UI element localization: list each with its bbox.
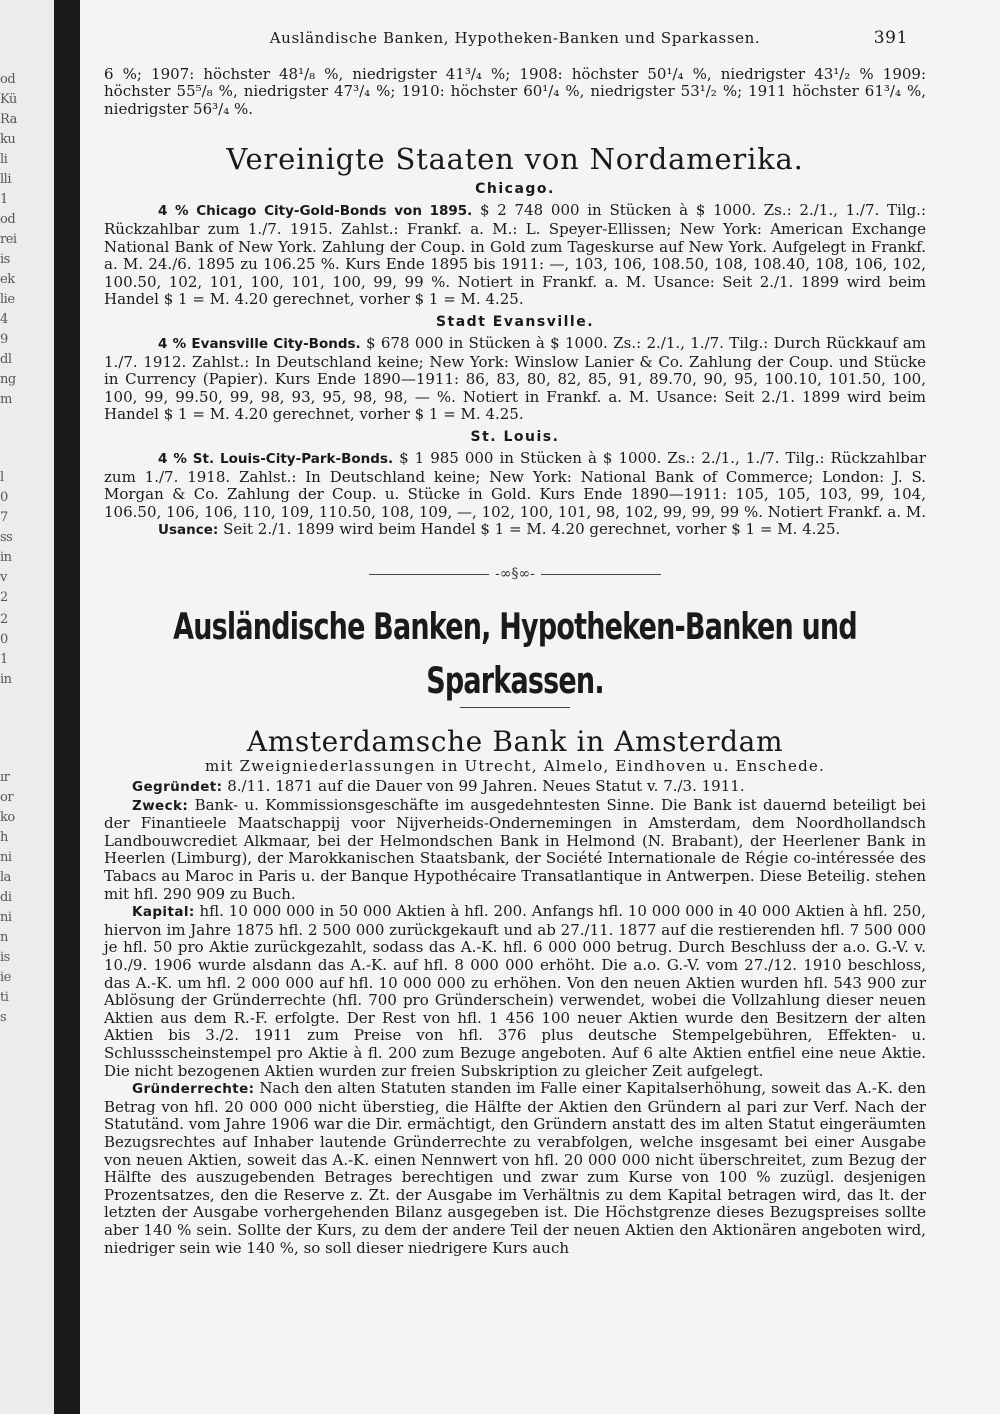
margin-fragment: or — [0, 790, 14, 805]
margin-fragment: 7 — [0, 510, 8, 525]
margin-fragment: ti — [0, 990, 9, 1005]
margin-fragment: in — [0, 672, 12, 687]
paragraph-text: Nach den alten Statuten standen im Falle einer Kapitalserhöhung, soweit das A.-K. den Betrag von hfl. 20 000 000 nicht überstieg, die Hälfte der Aktien den Gründern al pari zur Verf. Nach der Statutänd. vom Jahre 1906 war die Dir. ermächtigt, den Gründern anstatt des im alten Statut eingeräumten Bezugsrechtes auf Inhaber lautende Gründerrechte zu verabfolgen, welche insgesamt bei einer Ausgabe von neuen Aktien, soweit das A.-K. einen Nennwert von hfl. 20 000 000 nicht überschreitet, zum Bezug der Hälfte des auszugebenden Betrages berechtigen und zwar zum Kurse von 100 % zuzügl. desjenigen Prozentsatzes, den die Reserve z. Zt. der Ausgabe im Verhältnis zu dem Kapital betragen wird, das lt. der letzten der Ausgabe vorhergehenden Bilanz ausgegeben ist. Die Höchstgrenze dieses Bezugspreises sollte aber 140 % sein. Sollte der Kurs, zu dem der andere Teil der neuen Aktien den Aktionären angeboten wird, niedriger sein wie 140 %, so soll dieser niedrigere Kurs auch — [104, 1079, 926, 1257]
margin-fragment: ng — [0, 372, 16, 387]
paragraph-text: hfl. 10 000 000 in 50 000 Aktien à hfl. 200. Anfangs hfl. 10 000 000 in 40 000 Aktien à hfl. 250, hiervon im Jahre 1875 hfl. 2 500 000 zurückgekauft und ab 27./11. 1877 auf die restierenden hfl. 7 500 000 je hfl. 50 pro Aktie zurückgezahlt, sodass das A.-K. hfl. 6 000 000 betrug. Durch Beschluss der a.o. G.-V. v. 10./9. 1906 wurde alsdann das A.-K. auf hfl. 8 000 000 erhöht. Die a.o. G.-V. vom 27./12. 1910 beschloss, das A.-K. um hfl. 2 000 000 auf hfl. 10 000 000 zu erhöhen. Von den neuen Aktien wurden hfl. 543 900 zur Ablösung der Gründerrechte (hfl. 700 pro Gründerschein) verwendet, wobei die Vollzahlung dieser neuen Aktien aus dem R.-F. erfolgte. Der Rest von hfl. 1 456 100 neuer Aktien wurde den Besitzern der alten Aktien bis 3./2. 1911 zum Preise von hfl. 376 plus deutsche Stempelgebühren, Effekten- u. Schlussscheinstempel pro Aktie à fl. 200 zum Bezuge angeboten. Auf 6 alte Aktien entfiel eine neue Aktie. Die nicht bezogenen Aktien wurden zur freien Subskription zu gleicher Zeit aufgelegt. — [104, 902, 926, 1080]
margin-fragment: l — [0, 470, 4, 485]
margin-fragment: la — [0, 870, 11, 885]
paragraph-label: Kapital: — [132, 904, 195, 921]
bank-name: Amsterdamsche Bank in Amsterdam — [246, 725, 784, 759]
usance-line — [104, 521, 926, 540]
bond-text: $ 1 985 000 in Stücken à $ 1000. Zs.: 2./1., 1./7. Tilg.: Rückzahlbar zum 1./7. 1918. Zahlst.: In Deutschland keine; New York: National Bank of Commerce; London: J. S. Morgan & Co. Zahlung der Coup. u. Stücke in Gold. Kurs Ende 1890—1911: 105, 105, 103, 99, 104, 106.50, 106, 106, 110, 109, 110.50, 108, 109, —, 102, 100, 101, 98, 102, 99, 99, 99 %. Notiert Frankf. a. M. — [104, 448, 927, 521]
paragraph-label: Zweck: — [132, 797, 189, 814]
city-heading-st-louis: St. Louis. — [470, 428, 560, 445]
margin-fragment: 2 — [0, 612, 8, 627]
margin-fragment: ni — [0, 850, 12, 865]
margin-fragment: 4 — [0, 312, 8, 327]
running-head-title: Ausländische Banken, Hypotheken-Banken und Sparkassen. — [269, 29, 761, 47]
bond-entry-st-louis — [104, 450, 926, 521]
margin-fragment: s — [0, 1010, 7, 1025]
page-number: 391 — [873, 28, 908, 48]
bond-title: 4 % St. Louis-City-Park-Bonds. — [158, 450, 394, 467]
bond-text: $ 2 748 000 in Stücken à $ 1000. Zs.: 2./1., 1./7. Tilg.: Rückzahlbar zum 1./7. 1915. Zahlst.: Frankf. a. M.: L. Speyer-Ellissen; New York: American Exchange National Bank of New York. Zahlung der Coup. in Gold zum Tageskurse auf New York. Aufgelegt in Frankf. a. M. 24./6. 1895 zu 106.25 %. Kurs Ende 1895 bis 1911: —, 103, 106, 108.50, 108, 108.40, 108, 106, 102, 100.50, 102, 101, 100, 101, 100, 99, 99 %. Notiert in Frankf. a. M. Usance: Seit 2./1. 1899 wird beim Handel $ 1 = M. 4.20 gerechnet, vorher $ 1 = M. 4.25. — [104, 201, 926, 309]
margin-fragment: m — [0, 392, 12, 407]
margin-fragment: ır — [0, 770, 10, 785]
margin-fragment: ko — [0, 810, 15, 825]
margin-fragment: 0 — [0, 632, 8, 647]
margin-fragment: 0 — [0, 490, 8, 505]
divider-line — [541, 574, 661, 575]
book-spine — [54, 0, 80, 1414]
paragraph-text: Bank- u. Kommissionsgeschäfte im ausgedehntesten Sinne. Die Bank ist dauernd beteiligt bei der Finantieele Maatschappij voor Nijverheids-Ondernemingen in Amsterdam, dem Noordhollandsch Landbouwcrediet Alkmaar, bei der Helmondschen Bank in Helmond (N. Brabant), der Heerlener Bank in Heerlen (Limburg), der Marokkanischen Staatsbank, der Société Internationale de Régie co-intéressée des Tabacs au Maroc in Paris u. der Banque Hypothécaire Transatlantique in Antwerpen. Diese Beteilig. stehen mit hfl. 290 909 zu Buch. — [104, 795, 926, 903]
bank-paragraph-purpose — [104, 797, 926, 904]
city-heading-evansville: Stadt Evansville. — [435, 313, 595, 330]
bond-title: 4 % Chicago City-Gold-Bonds von 1895. — [158, 203, 473, 220]
margin-fragment: di — [0, 890, 12, 905]
margin-fragment: dl — [0, 352, 12, 367]
paragraph-text: 8./11. 1871 auf die Dauer von 99 Jahren. Neues Statut v. 7./3. 1911. — [227, 777, 745, 796]
bond-entry-chicago — [104, 202, 926, 309]
margin-fragment: Kü — [0, 92, 17, 107]
bank-branches: mit Zweigniederlassungen in Utrecht, Almelo, Eindhoven u. Enschede. — [205, 757, 825, 776]
margin-fragment: lie — [0, 292, 15, 307]
section-heading: Ausländische Banken, Hypotheken-Banken und Sparkassen. — [173, 606, 857, 703]
usance-text: Seit 2./1. 1899 wird beim Handel $ 1 = M. 4.20 gerechnet, vorher $ 1 = M. 4.25. — [223, 520, 841, 539]
usance-label: Usance: — [158, 522, 219, 539]
page — [104, 30, 926, 1257]
margin-fragment: Ra — [0, 112, 17, 127]
adjacent-page-margin — [0, 0, 54, 1414]
margin-fragment: 2 — [0, 590, 8, 605]
margin-fragment: is — [0, 950, 10, 965]
divider-line — [369, 574, 489, 575]
continuation-text: 6 %; 1907: höchster 48¹/₈ %, niedrigster 41³/₄ %; 1908: höchster 50¹/₄ %, niedrigster 43¹/₂ % 1909: höchster 55⁵/₈ %, niedrigster 47³/₄ %; 1910: höchster 60¹/₄ %, niedrigster 53¹/₂ %; 1911 höchster 61³/₄ %, niedrigster 56³/₄ %. — [104, 64, 926, 118]
bond-text: $ 678 000 in Stücken à $ 1000. Zs.: 2./1., 1./7. Tilg.: Durch Rückkauf am 1./7. 1912. Zahlst.: In Deutschland keine; New York: Winslow Lanier & Co. Zahlung der Coup. und Stücke in Currency (Papier). Kurs Ende 1890—1911: 86, 83, 80, 82, 85, 91, 89.70, 90, 95, 100.10, 101.50, 100, 100, 99, 99.50, 99, 98, 93, 95, 98, 98, — %. Notiert in Frankf. a. M. Usance: Seit 2./1. 1899 wird beim Handel $ 1 = M. 4.20 gerechnet, vorher $ 1 = M. 4.25. — [104, 333, 926, 424]
margin-fragment: 1 — [0, 192, 8, 207]
margin-fragment: is — [0, 252, 10, 267]
margin-fragment: ie — [0, 970, 11, 985]
city-heading-chicago: Chicago. — [475, 181, 555, 198]
paragraph-label: Gegründet: — [132, 779, 223, 796]
margin-fragment: ni — [0, 910, 12, 925]
country-heading: Vereinigte Staaten von Nordamerika. — [226, 142, 804, 177]
margin-fragment: v — [0, 570, 7, 585]
paragraph-label: Gründerrechte: — [132, 1081, 255, 1098]
ornamental-divider — [104, 566, 926, 584]
margin-fragment: ek — [0, 272, 15, 287]
bond-title: 4 % Evansville City-Bonds. — [158, 335, 361, 352]
margin-fragment: lli — [0, 172, 11, 187]
running-head — [104, 30, 926, 48]
margin-fragment: od — [0, 212, 16, 227]
bank-paragraph-founded — [104, 778, 926, 797]
margin-fragment: 1 — [0, 652, 8, 667]
margin-fragment: li — [0, 152, 8, 167]
margin-fragment: ss — [0, 530, 13, 545]
bond-entry-evansville — [104, 335, 926, 424]
bank-paragraph-founder-rights — [104, 1080, 926, 1257]
margin-fragment: ku — [0, 132, 16, 147]
margin-fragment: rei — [0, 232, 17, 247]
margin-fragment: in — [0, 550, 12, 565]
margin-fragment: h — [0, 830, 8, 845]
margin-fragment: 9 — [0, 332, 8, 347]
bank-paragraph-capital — [104, 903, 926, 1080]
ornament-icon: -∞§∞- — [495, 565, 535, 582]
margin-fragment: od — [0, 72, 16, 87]
margin-fragment: n — [0, 930, 8, 945]
